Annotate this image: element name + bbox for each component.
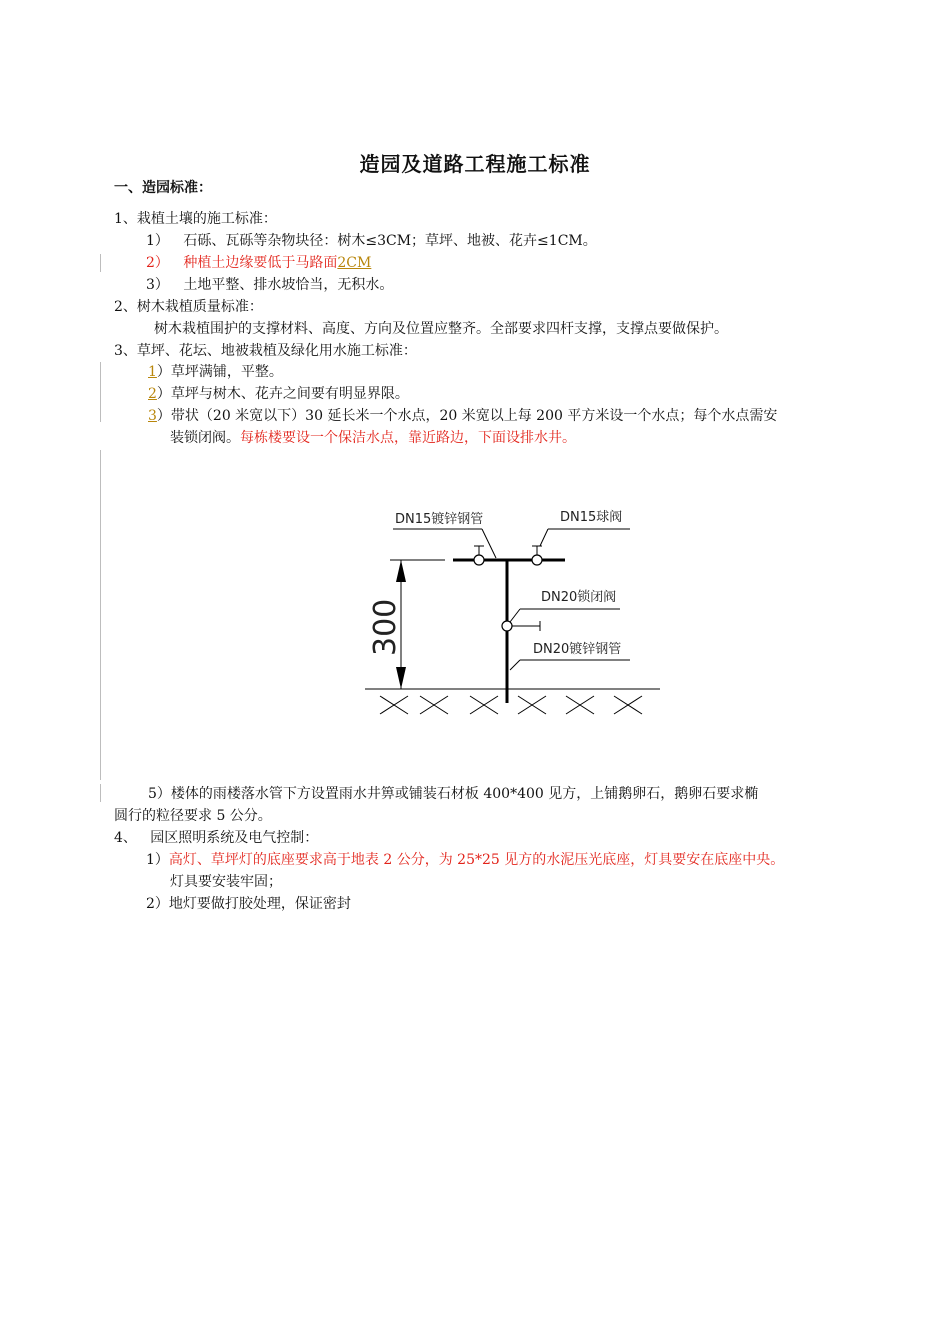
item-heading: 4、 园区照明系统及电气控制： [114, 830, 319, 846]
item-heading: 1、栽植土壤的施工标准： [114, 211, 277, 227]
list-num-link[interactable]: 2 [148, 386, 157, 402]
revision-bar [100, 254, 101, 272]
list-item-continued: 圆行的粒径要求 5 公分。 [114, 808, 272, 824]
label-dn20-pipe: DN20镀锌钢管 [533, 642, 622, 657]
list-item [148, 362, 283, 382]
paragraph: 树木栽植围护的支撑材料、高度、方向及位置应整齐。全部要求四杆支撑，支撑点要做保护。 [154, 321, 728, 337]
list-text: ）草坪与树木、花卉之间要有明显界限。 [156, 386, 409, 402]
list-text: 土地平整、排水坡恰当，无积水。 [183, 277, 394, 293]
item-heading: 3、草坪、花坛、地被栽植及绿化用水施工标准： [114, 343, 417, 359]
ground-hatch [380, 696, 642, 714]
highlight-text: 每栋楼要设一个保洁水点，靠近路边，下面设排水井。 [240, 430, 576, 446]
ball-valve-right [532, 555, 542, 565]
label-dn15-valve: DN15球阀 [560, 510, 623, 525]
list-item [148, 784, 758, 804]
revision-bar [100, 362, 101, 422]
revision-bar [100, 450, 101, 780]
lock-valve [502, 621, 512, 631]
ball-valve-left [474, 555, 484, 565]
list-item [146, 850, 784, 870]
revision-bar [100, 784, 101, 802]
highlight-text: 高灯、草坪灯的底座要求高于地表 2 公分，为 25*25 见方的水泥压光底座，灯具要安在底座中央。 [168, 852, 785, 868]
list-item-continued: 灯具要安装牢固； [170, 874, 282, 890]
list-text: 装锁闭阀。 [170, 430, 240, 446]
list-item: 2）地灯要做打胶处理，保证密封 [146, 896, 351, 912]
item-heading: 2、树木栽植质量标准： [114, 299, 263, 315]
dimension-300: 300 [368, 598, 403, 656]
list-text: 种植土边缘要低于马路面 [183, 255, 338, 271]
list-text: ）带状（20 米宽以下）30 延长米一个水点，20 米宽以上每 200 平方米设一个水点；每个水点需安 [156, 408, 778, 424]
list-item [146, 253, 371, 273]
list-text: 石砾、瓦砾等杂物块径：树木≤3CM；草坪、地被、花卉≤1CM。 [183, 233, 597, 249]
list-item [148, 384, 409, 404]
list-num: 3） [146, 277, 169, 293]
list-item-continued [170, 428, 576, 448]
list-item [146, 275, 393, 295]
page-title: 造园及道路工程施工标准 [359, 152, 591, 176]
list-item [146, 231, 597, 251]
section-heading: 一、造园标准： [114, 180, 212, 196]
list-num: 1） [146, 233, 169, 249]
dim-arrow-top [396, 560, 406, 582]
list-num: 2） [146, 255, 169, 271]
list-num-link[interactable]: 1 [148, 364, 157, 380]
list-num-link[interactable]: 3 [148, 408, 157, 424]
list-text: 5）楼体的雨楼落水管下方设置雨水井箅或铺装石材板 400*400 见方，上铺鹅卵石，鹅卵石要求椭 [148, 786, 759, 802]
label-dn20-valve: DN20锁闭阀 [541, 590, 617, 605]
link-2cm[interactable]: 2CM [337, 255, 372, 271]
list-item [148, 406, 777, 426]
dim-arrow-bottom [396, 667, 406, 689]
list-num: 1） [146, 852, 169, 868]
label-dn15-pipe: DN15镀锌钢管 [395, 512, 484, 527]
list-text: ）草坪满铺，平整。 [156, 364, 283, 380]
